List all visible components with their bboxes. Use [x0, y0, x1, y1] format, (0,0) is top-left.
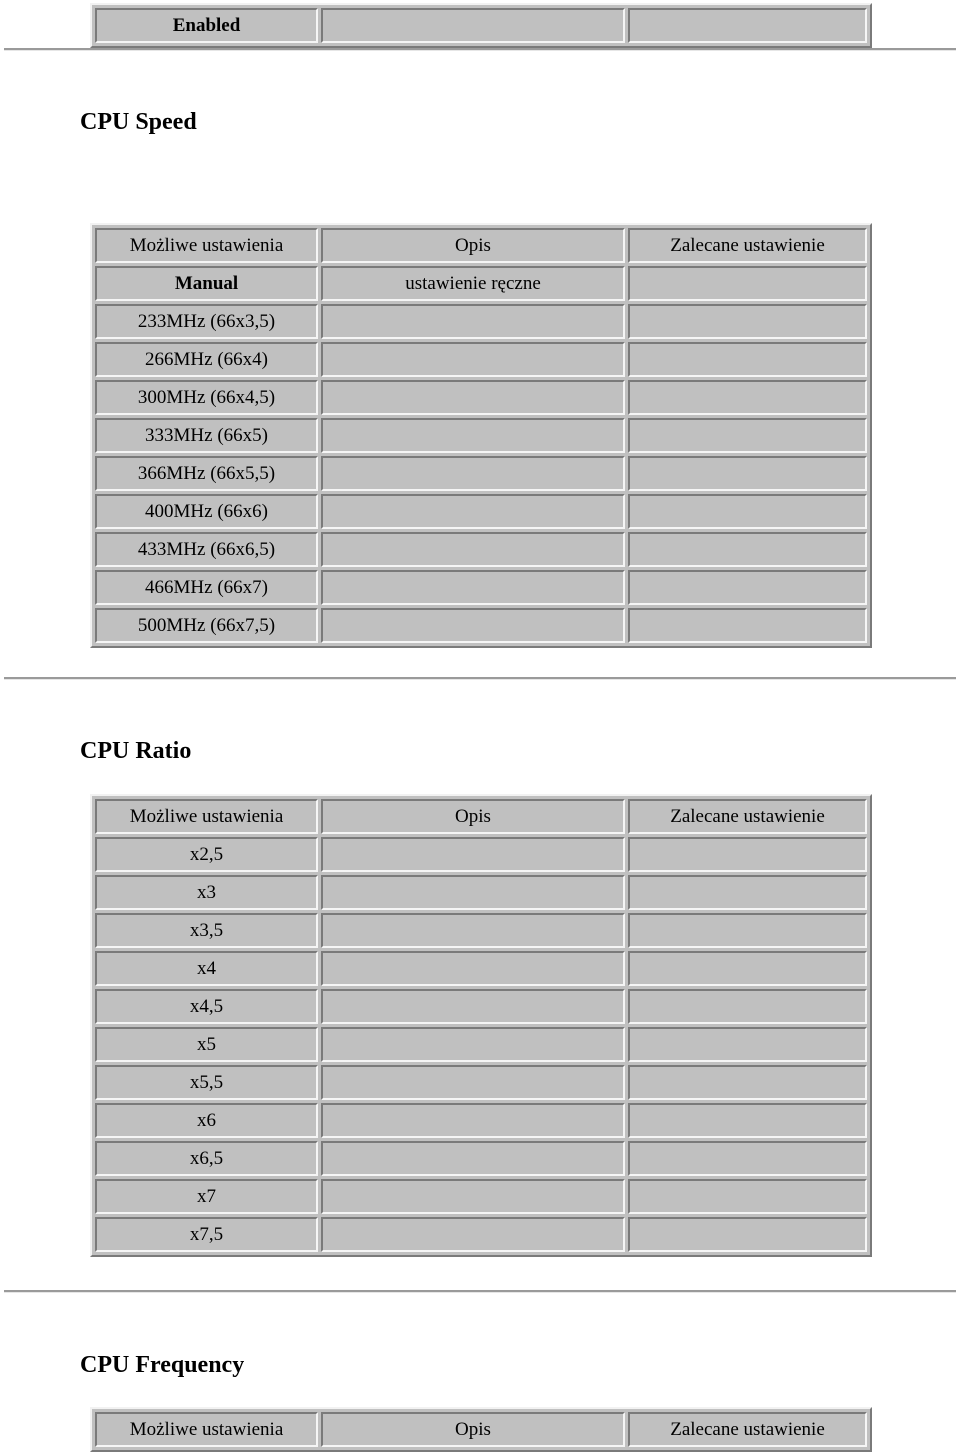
description-cell — [321, 1027, 625, 1062]
top-settings-table — [90, 3, 872, 48]
setting-cell: 300MHz (66x4,5) — [95, 380, 318, 415]
recommended-cell — [628, 875, 867, 910]
table-row — [95, 456, 867, 491]
table-header-row — [95, 1412, 867, 1447]
description-cell — [321, 494, 625, 529]
description-cell — [321, 1179, 625, 1214]
description-cell — [321, 989, 625, 1024]
recommended-cell — [628, 380, 867, 415]
column-header-description: Opis — [321, 228, 625, 263]
column-header-description: Opis — [321, 1412, 625, 1447]
setting-cell: 366MHz (66x5,5) — [95, 456, 318, 491]
divider — [4, 48, 956, 51]
column-header-recommended: Zalecane ustawienie — [628, 799, 867, 834]
description-cell — [321, 1103, 625, 1138]
recommended-cell — [628, 1217, 867, 1252]
table-row — [95, 875, 867, 910]
recommended-cell — [628, 1103, 867, 1138]
setting-cell: x4,5 — [95, 989, 318, 1024]
recommended-cell — [628, 8, 867, 43]
table-row — [95, 494, 867, 529]
description-cell — [321, 342, 625, 377]
table-row — [95, 913, 867, 948]
cpu-ratio-table — [90, 794, 872, 1257]
description-cell — [321, 304, 625, 339]
description-cell — [321, 418, 625, 453]
setting-cell: x6 — [95, 1103, 318, 1138]
table-row — [95, 8, 867, 43]
table-header-row — [95, 228, 867, 263]
setting-cell: x3,5 — [95, 913, 318, 948]
recommended-cell — [628, 1065, 867, 1100]
setting-cell: x5,5 — [95, 1065, 318, 1100]
setting-cell: x5 — [95, 1027, 318, 1062]
column-header-recommended: Zalecane ustawienie — [628, 228, 867, 263]
recommended-cell — [628, 570, 867, 605]
table-row — [95, 1065, 867, 1100]
table-row — [95, 837, 867, 872]
description-cell — [321, 1141, 625, 1176]
recommended-cell — [628, 1179, 867, 1214]
description-cell: ustawienie ręczne — [321, 266, 625, 301]
cpu-frequency-heading: CPU Frequency — [80, 1352, 245, 1378]
setting-cell: x4 — [95, 951, 318, 986]
description-cell — [321, 875, 625, 910]
table-row — [95, 304, 867, 339]
setting-cell: 433MHz (66x6,5) — [95, 532, 318, 567]
table-row — [95, 532, 867, 567]
description-cell — [321, 951, 625, 986]
setting-cell: 400MHz (66x6) — [95, 494, 318, 529]
table-row — [95, 380, 867, 415]
cpu-speed-table — [90, 223, 872, 648]
table-row — [95, 1217, 867, 1252]
recommended-cell — [628, 837, 867, 872]
table-row — [95, 608, 867, 643]
description-cell — [321, 532, 625, 567]
recommended-cell — [628, 608, 867, 643]
cpu-ratio-heading: CPU Ratio — [80, 738, 192, 764]
column-header-settings: Możliwe ustawienia — [95, 228, 318, 263]
divider — [4, 677, 956, 680]
table-row — [95, 1027, 867, 1062]
setting-cell: 500MHz (66x7,5) — [95, 608, 318, 643]
recommended-cell — [628, 456, 867, 491]
table-row — [95, 418, 867, 453]
table-row — [95, 1141, 867, 1176]
table-row — [95, 1103, 867, 1138]
setting-cell: Enabled — [95, 8, 318, 43]
setting-cell: x7 — [95, 1179, 318, 1214]
table-row — [95, 342, 867, 377]
table-row — [95, 989, 867, 1024]
recommended-cell — [628, 1027, 867, 1062]
column-header-settings: Możliwe ustawienia — [95, 799, 318, 834]
recommended-cell — [628, 989, 867, 1024]
setting-cell: x7,5 — [95, 1217, 318, 1252]
table-row — [95, 570, 867, 605]
setting-cell: x3 — [95, 875, 318, 910]
recommended-cell — [628, 532, 867, 567]
table-row — [95, 1179, 867, 1214]
recommended-cell — [628, 913, 867, 948]
description-cell — [321, 837, 625, 872]
table-row — [95, 951, 867, 986]
setting-cell: 333MHz (66x5) — [95, 418, 318, 453]
cpu-speed-heading: CPU Speed — [80, 109, 197, 135]
setting-cell: Manual — [95, 266, 318, 301]
description-cell — [321, 380, 625, 415]
setting-cell: x2,5 — [95, 837, 318, 872]
recommended-cell — [628, 1141, 867, 1176]
column-header-recommended: Zalecane ustawienie — [628, 1412, 867, 1447]
column-header-settings: Możliwe ustawienia — [95, 1412, 318, 1447]
description-cell — [321, 1217, 625, 1252]
description-cell — [321, 1065, 625, 1100]
setting-cell: 266MHz (66x4) — [95, 342, 318, 377]
recommended-cell — [628, 494, 867, 529]
description-cell — [321, 913, 625, 948]
divider — [4, 1290, 956, 1293]
setting-cell: 233MHz (66x3,5) — [95, 304, 318, 339]
cpu-frequency-table — [90, 1407, 872, 1452]
description-cell — [321, 8, 625, 43]
description-cell — [321, 456, 625, 491]
setting-cell: x6,5 — [95, 1141, 318, 1176]
recommended-cell — [628, 304, 867, 339]
recommended-cell — [628, 418, 867, 453]
table-header-row — [95, 799, 867, 834]
setting-cell: 466MHz (66x7) — [95, 570, 318, 605]
recommended-cell — [628, 342, 867, 377]
recommended-cell — [628, 266, 867, 301]
recommended-cell — [628, 951, 867, 986]
description-cell — [321, 570, 625, 605]
table-row — [95, 266, 867, 301]
description-cell — [321, 608, 625, 643]
column-header-description: Opis — [321, 799, 625, 834]
